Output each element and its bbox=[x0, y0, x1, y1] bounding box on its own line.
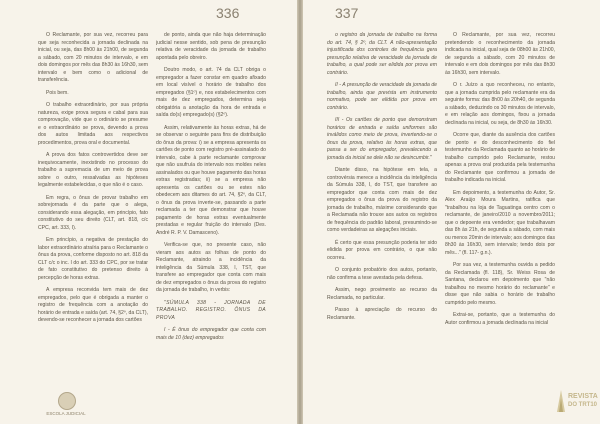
left-page bbox=[0, 0, 297, 424]
paragraph: Por sua vez, a testemunha ouvida a pedido da Reclamada (fl. 118), Sr. Weiss Rosa de Santana, declarou em depoimento que "não trabalhou no mesmo horário do reclamante" e disse que não sabia o horário de trabalho cumprido pelo mesmo. bbox=[445, 262, 555, 306]
paragraph: O conjunto probatório dos autos, portanto, não confirma a tese avestada pela defesa. bbox=[327, 267, 437, 281]
paragraph: A empresa reconvida tem mais de dez empregados, pelo que é obrigada a manter o registro de frequência com a anotação do horário de entrada e saída (art. 74, §2º, da CLT), devendo-se reconhecer a jornada dos cartões bbox=[38, 287, 148, 323]
paragraph: O Reclamante, por sua vez, recorreu para que seja reconhecida a jornada declinada na inicial, ou seja, das 8h00 às 21h00, de segunda a sábado, com 20 minutos de intervalo, e em dois domingos por mês das 8h30 às 16h30, sem intervalo e bem como o adicional de transferência. bbox=[38, 32, 148, 83]
paragraph: Doutro modo, o art. 74 da CLT obriga o empregador a fazer constar em quadro afixado em local visível o horário de trabalho dos empregados (§1º) e, nos estabelecimentos com mais de dez empregados, determina seja obrigatória a anotação da hora de entrada e saída do(s) empregado(s) (§2º). bbox=[156, 67, 266, 118]
right-page-column-1 bbox=[327, 32, 437, 388]
seal-icon bbox=[58, 392, 76, 410]
quote-heading: "SÚMULA 338 - JORNADA DE TRABALHO. REGISTRO. ÔNUS DA PROVA bbox=[156, 299, 266, 321]
right-page-column-2 bbox=[445, 32, 555, 388]
paragraph: de ponto, ainda que não haja determinação judicial nesse sentido, sob pena de presunção relativa de veracidade da jornada de trabalho apontada pelo obreiro. bbox=[156, 32, 266, 61]
paragraph: O r. Juízo a quo reconheceu, no entanto, que a jornada cumprida pelo reclamante era da seguinte forma: das 8h00 às 20h40, de segunda a sábado, deduzindo os 30 minutos de intervalo, e em relação aos domingos, fixou a jornada declinada na inicial, ou seja, de 8h30 às 16h30. bbox=[445, 82, 555, 126]
paragraph: Em princípio, a negativa de prestação do labor extraordinário atraíria para o Reclamante o ônus da prova, conforme disposto no art. 818 da CLT c/c o inc. I do art. 333 do CPC, por se tratar de fato constitutivo do pretenso direito à percepção de horas extras. bbox=[38, 237, 148, 281]
paragraph: Em depoimento, a testemunha do Autor, Sr. Alex Araújo Moura Martins, ratifica que "trabalhou na loja de Taguatinga centro com o reclamante, de janeiro/2010 a novembro/2011; que o depoente era vendedor; que trabalhavam das 8h às 21h, de segunda a sábado, com mais ou menos 20min de intervalo; aos domingos das 8h30 às 16h30, sem intervalo; tendo dois por mês..." (fl. 117- g.n.). bbox=[445, 189, 555, 256]
paragraph: É certo que essa presunção poderia ter sido elidida por prova em contrário, o que não ocorreu. bbox=[327, 239, 437, 261]
journal-logo-line-2: DO TRT10 bbox=[568, 402, 598, 408]
left-page-column-2 bbox=[156, 32, 266, 388]
paragraph: Ocorre que, diante da ausência dos cartões de ponto e do desconhecimento do fiel testemunho da Reclamada quanto ao horário de trabalho cumprido pelo Reclamante, restou apenas a prova oral produzida pela testemunha do Reclamante que confirmou a jornada de trabalho indicada na inicial. bbox=[445, 132, 555, 183]
quote-paragraph: III - Os cartões de ponto que demonstram horários de entrada e saída uniformes são inválidos como meio de prova, invertendo-se o ônus da prova, relativo às horas extras, que passa a ser do empregador, prevalecendo a jornada da inicial se dele não se desincumbir." bbox=[327, 117, 437, 161]
journal-logo-line-1: REVISTA bbox=[568, 393, 598, 400]
right-page bbox=[303, 0, 600, 424]
paragraph: Pois bem. bbox=[46, 89, 69, 96]
school-logo bbox=[36, 390, 96, 424]
left-page-column-1 bbox=[38, 32, 148, 388]
paragraph: O trabalho extraordinário, por sua própria natureza, exige prova segura e cabal para sua comprovação, vide que o ordinário se presume e o extraordinário se prova, devendo a prova dos autos limitada aos respectivos procedimentos, prova oral e documental. bbox=[38, 102, 148, 146]
paragraph: O Reclamante, por sua vez, recorreu pretendendo o reconhecimento da jornada indicada na inicial, qual seja de 08h00 às 21h00, de segunda a sábado, com 20 minutos de intervalo e em dois domingos por mês das 8h30 às 16h30, sem intervalo. bbox=[445, 32, 555, 76]
journal-logo-icon bbox=[555, 388, 567, 414]
paragraph: A prova dos fatos controvertidos deve ser inequivocamente, inexistindo no processo do trabalho a supremacia de um meio de prova sobre o outro, ressalvadas as hipóteses legalmente estabelecidas, o que não é o caso. bbox=[38, 152, 148, 188]
paragraph: Verifica-se que, no presente caso, não vieram aos autos as folhas de ponto do Reclamante, atraindo a incidência da inteligência da Súmula 338, I, TST, que transfere ao empregador que conta com mais de dez empregados o ônus da prova do registro da jornada de trabalho, in verbis: bbox=[156, 242, 266, 293]
quote-paragraph: o registro da jornada de trabalho na forma do art. 74, § 2º, da CLT. A não-apresentação injustificada dos controles de frequência gera presunção relativa de veracidade da jornada de trabalho, a qual pode ser elidida por prova em contrário. bbox=[327, 32, 437, 76]
quote-paragraph: I - É ônus do empregador que conta com mais de 10 (dez) empregados bbox=[156, 327, 266, 341]
right-page-number: 337 bbox=[335, 5, 359, 21]
quote-paragraph: II - A presunção de veracidade da jornada de trabalho, ainda que prevista em instrumento normativo, pode ser elidida por prova em contrário. bbox=[327, 82, 437, 111]
journal-logo bbox=[555, 386, 599, 422]
paragraph: Assim, nego provimento ao recurso da Reclamada, no particular. bbox=[327, 287, 437, 301]
paragraph: Assim, relativamente às horas extras, há de se observar o seguinte para fins de distribuição do ônus da prova: i) se a empresa apresenta os cartões de ponto com registro pré-assinalado do intervalo, cabe à parte reclamante comprovar que não usufruía do intervalo nos moldes neles assinalados ou que houve pagamento das horas extras registradas; ii) se a empresa não apresenta os cartões ou se estes não obedecem aos ditames do art. 74, §2º, da CLT, o ônus da prova inverte-se, passando a parte reclamada a ter que demonstrar que houve pagamento de horas extras eventualmente prestadas e regular fruição do intervalo (Des. André R. P. V. Damasceno). bbox=[156, 124, 266, 236]
left-page-number: 336 bbox=[216, 5, 240, 21]
paragraph: Extrai-se, portanto, que a testemunha do Autor confirmou a jornada declinada na inicial bbox=[445, 312, 555, 326]
paragraph: Passo à apreciação do recurso do Reclamante. bbox=[327, 307, 437, 321]
paragraph: Em regra, o ônus de provar trabalho em sobrejornada é da parte que o alega, considerando essa alegação, em princípio, fato constitutivo do seu direito (CLT, art. 818, c/c CPC, art. 333, I). bbox=[38, 194, 148, 231]
paragraph: Diante disso, na hipótese em tela, a controvérsia merece a incidência da inteligência da Súmula 338, I, do TST, que transfere ao empregador que conta com mais de dez empregados o ônus da prova do registro da jornada de trabalho, máxime considerando que a Reclamada não trouxe aos autos os registros de frequência do padrão laboral, presumindo-se como verdadeiras as alegações iniciais. bbox=[327, 167, 437, 233]
school-logo-text: ESCOLA JUDICIAL bbox=[46, 411, 86, 416]
